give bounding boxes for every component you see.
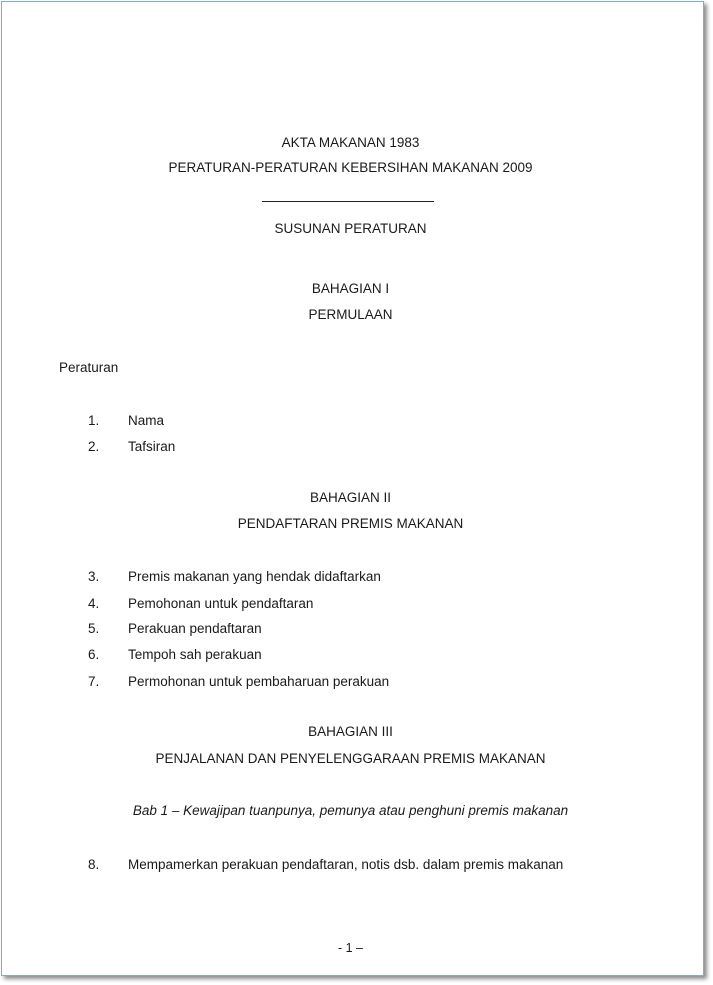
item-label: Mempamerkan perakuan pendaftaran, notis dsb. dalam premis makanan xyxy=(128,857,564,872)
regulation-title: PERATURAN-PERATURAN KEBERSIHAN MAKANAN 2009 xyxy=(168,160,533,175)
item-number: 5. xyxy=(88,621,100,636)
page-number: - 1 – xyxy=(337,941,363,955)
item-label: Perakuan pendaftaran xyxy=(128,621,262,636)
part3-heading: BAHAGIAN III xyxy=(308,724,393,739)
item-label: Tempoh sah perakuan xyxy=(128,647,262,662)
part2-subheading: PENDAFTARAN PREMIS MAKANAN xyxy=(237,516,464,531)
item-label: Nama xyxy=(128,413,165,428)
title-divider xyxy=(262,201,434,202)
item-number: 7. xyxy=(88,674,100,689)
part1-subheading: PERMULAAN xyxy=(308,307,393,322)
item-label: Tafsiran xyxy=(128,439,176,454)
item-number: 3. xyxy=(88,569,100,584)
item-number: 6. xyxy=(88,647,100,662)
chapter-heading: Bab 1 – Kewajipan tuanpunya, pemunya atau penghuni premis makanan xyxy=(132,803,569,818)
regulation-label: Peraturan xyxy=(59,360,119,375)
act-title: AKTA MAKANAN 1983 xyxy=(281,135,420,150)
item-number: 1. xyxy=(88,413,100,428)
part3-subheading: PENJALANAN DAN PENYELENGGARAAN PREMIS MAKANAN xyxy=(155,751,546,766)
item-number: 4. xyxy=(88,596,100,611)
item-label: Premis makanan yang hendak didaftarkan xyxy=(128,569,381,584)
document-page xyxy=(1,1,704,976)
item-label: Permohonan untuk pembaharuan perakuan xyxy=(128,674,390,689)
item-label: Pemohonan untuk pendaftaran xyxy=(128,596,314,611)
item-number: 2. xyxy=(88,439,100,454)
part1-heading: BAHAGIAN I xyxy=(311,281,390,296)
item-number: 8. xyxy=(88,857,100,872)
arrangement-heading: SUSUNAN PERATURAN xyxy=(274,221,427,236)
part2-heading: BAHAGIAN II xyxy=(309,490,392,505)
